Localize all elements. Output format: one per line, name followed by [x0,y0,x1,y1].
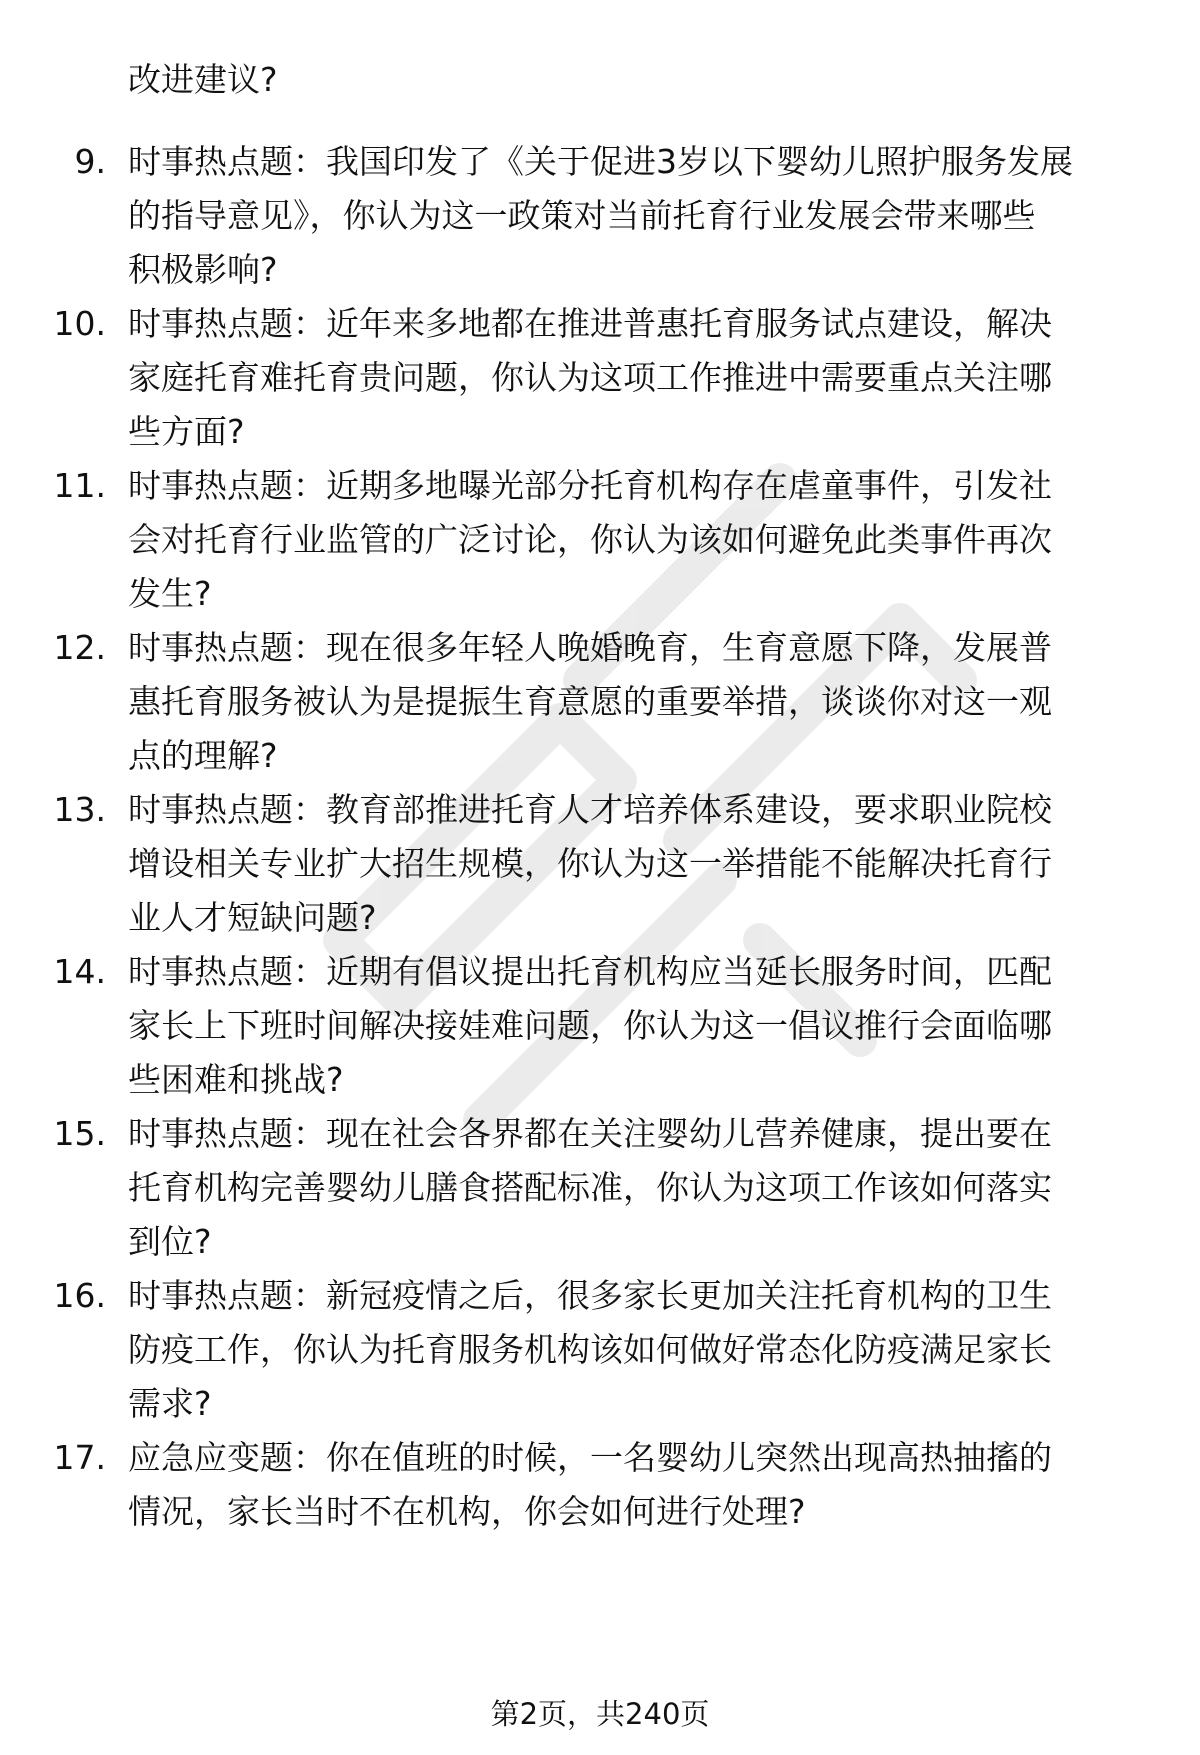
question-number: 15. [53,1114,106,1153]
question-text [128,297,1158,459]
question-number: 11. [53,466,106,505]
question-text [128,1269,1158,1431]
question-text [128,945,1158,1107]
question-text-line: 防疫工作，你认为托育服务机构该如何做好常态化防疫满足家长 [128,1330,1052,1369]
question-text-line: 家长上下班时间解决接娃难问题，你认为这一倡议推行会面临哪 [128,1006,1052,1045]
continued-text: 改进建议? [128,60,278,99]
question-text [128,783,1158,945]
question-text-line: 会对托育行业监管的广泛讨论，你认为该如何避免此类事件再次 [128,520,1052,559]
question-text [128,1431,1158,1539]
question-text [128,459,1158,621]
question-text-line: 发生? [128,574,212,613]
question-text-line: 到位? [128,1222,212,1261]
question-text-line: 应急应变题：你在值班的时候，一名婴幼儿突然出现高热抽搐的 [128,1438,1052,1477]
question-text-line: 时事热点题：近期有倡议提出托育机构应当延长服务时间，匹配 [128,952,1052,991]
question-text [128,621,1158,783]
question-text-line: 惠托育服务被认为是提振生育意愿的重要举措，谈谈你对这一观 [128,682,1052,721]
question-number: 10. [53,304,106,343]
question-text [128,1107,1158,1269]
question-number: 13. [53,790,106,829]
question-text [128,135,1158,297]
question-text-line: 时事热点题：近年来多地都在推进普惠托育服务试点建设，解决 [128,304,1052,343]
question-text-line: 托育机构完善婴幼儿膳食搭配标准，你认为这项工作该如何落实 [128,1168,1052,1207]
question-text-line: 时事热点题：现在社会各界都在关注婴幼儿营养健康，提出要在 [128,1114,1052,1153]
question-text-line: 些方面? [128,412,245,451]
question-text-line: 时事热点题：现在很多年轻人晚婚晚育，生育意愿下降，发展普 [128,628,1052,667]
page-number: 第2页，共240页 [490,1697,710,1731]
question-text-line: 家庭托育难托育贵问题，你认为这项工作推进中需要重点关注哪 [128,358,1052,397]
question-text-line: 业人才短缺问题? [128,898,377,937]
question-text-line: 时事热点题：新冠疫情之后，很多家长更加关注托育机构的卫生 [128,1276,1052,1315]
question-number: 14. [53,952,106,991]
question-text-line: 时事热点题：近期多地曝光部分托育机构存在虐童事件，引发社 [128,466,1052,505]
question-text-line: 点的理解? [128,736,278,775]
question-number: 9. [74,142,106,181]
question-number: 12. [53,628,106,667]
question-text-line: 情况，家长当时不在机构，你会如何进行处理? [128,1492,806,1531]
question-number: 17. [53,1438,106,1477]
question-text-line: 些困难和挑战? [128,1060,344,1099]
question-text-line: 需求? [128,1384,212,1423]
question-number: 16. [53,1276,106,1315]
question-text-line: 的指导意见》，你认为这一政策对当前托育行业发展会带来哪些 [128,196,1036,235]
question-text-line: 时事热点题：我国印发了《关于促进3岁以下婴幼儿照护服务发展 [128,142,1073,181]
question-text-line: 积极影响? [128,250,278,289]
question-text-line: 时事热点题：教育部推进托育人才培养体系建设，要求职业院校 [128,790,1052,829]
question-text-line: 增设相关专业扩大招生规模，你认为这一举措能不能解决托育行 [128,844,1052,883]
